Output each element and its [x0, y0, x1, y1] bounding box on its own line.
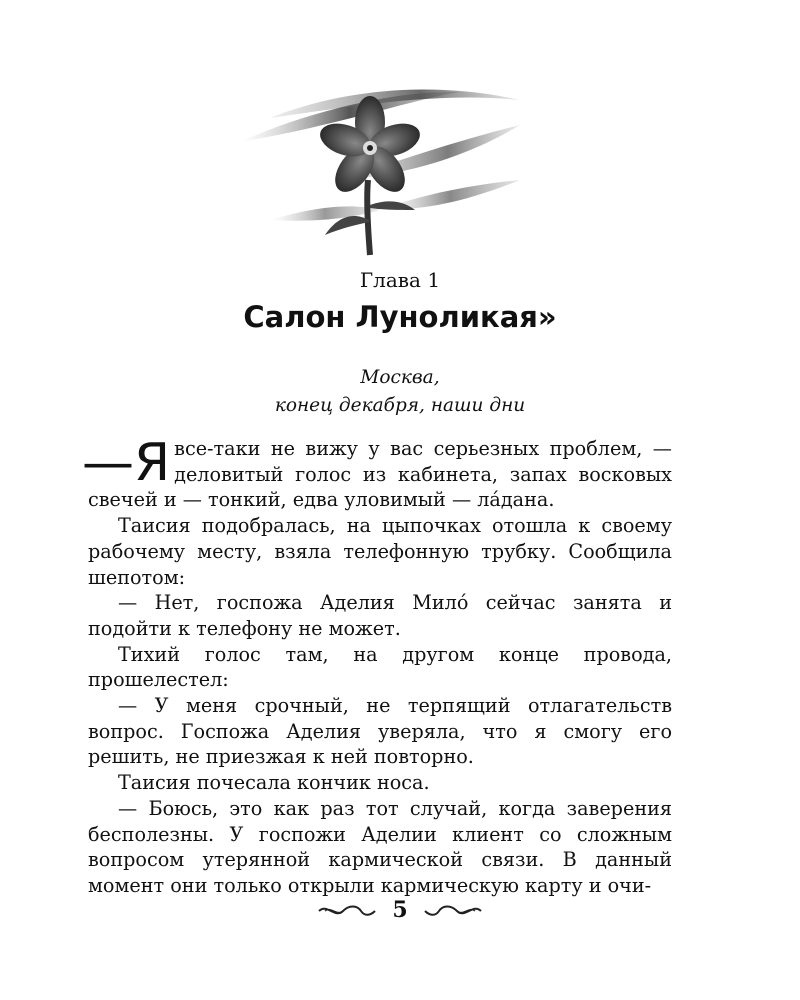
scroll-flourish-icon — [423, 903, 483, 919]
paragraph: — Нет, госпожа Аделия Мило́ сейчас занята и подойти к телефону не может. — [88, 591, 672, 640]
paragraph-text: все-таки не вижу у вас серьезных проблем, — деловитый голос из кабинета, запах восковых свечей и — тонкий, едва уловимый — ла́дана. — [88, 437, 672, 512]
paragraph: Тихий голос там, на другом конце провода, прошелестел: — [88, 642, 672, 692]
paragraph — [82, 433, 672, 513]
body-text — [82, 433, 672, 899]
flower-icon — [230, 70, 530, 260]
chapter-title: Салон Луноликая» — [243, 300, 557, 334]
drop-cap: —Я — [82, 433, 171, 493]
paragraph: — У меня срочный, не терпящий отлагательств вопрос. Госпожа Аделия уверяла, что я смогу его решить, не приезжая к ней повторно. — [88, 694, 672, 769]
place-line: Москва, — [360, 367, 440, 388]
chapter-label: Глава 1 — [359, 268, 441, 292]
paragraph: Таисия подобралась, на цыпочках отошла к своему рабочему месту, взяла телефонную трубку. Сообщила шепотом: — [88, 514, 672, 589]
chapter-epigraph — [0, 364, 800, 420]
page-number: 5 — [392, 897, 408, 923]
paragraph: — Боюсь, это как раз тот случай, когда заверения бесполезны. У госпожи Аделии клиент со сложным вопросом утерянной кармической связи. В данный момент они только открыли кармическую карту и очи- — [88, 796, 672, 897]
date-line: конец декабря, наши дни — [274, 395, 526, 416]
page-footer — [0, 897, 800, 923]
scroll-flourish-icon — [317, 903, 377, 919]
paragraph: Таисия почесала кончик носа. — [118, 771, 430, 795]
